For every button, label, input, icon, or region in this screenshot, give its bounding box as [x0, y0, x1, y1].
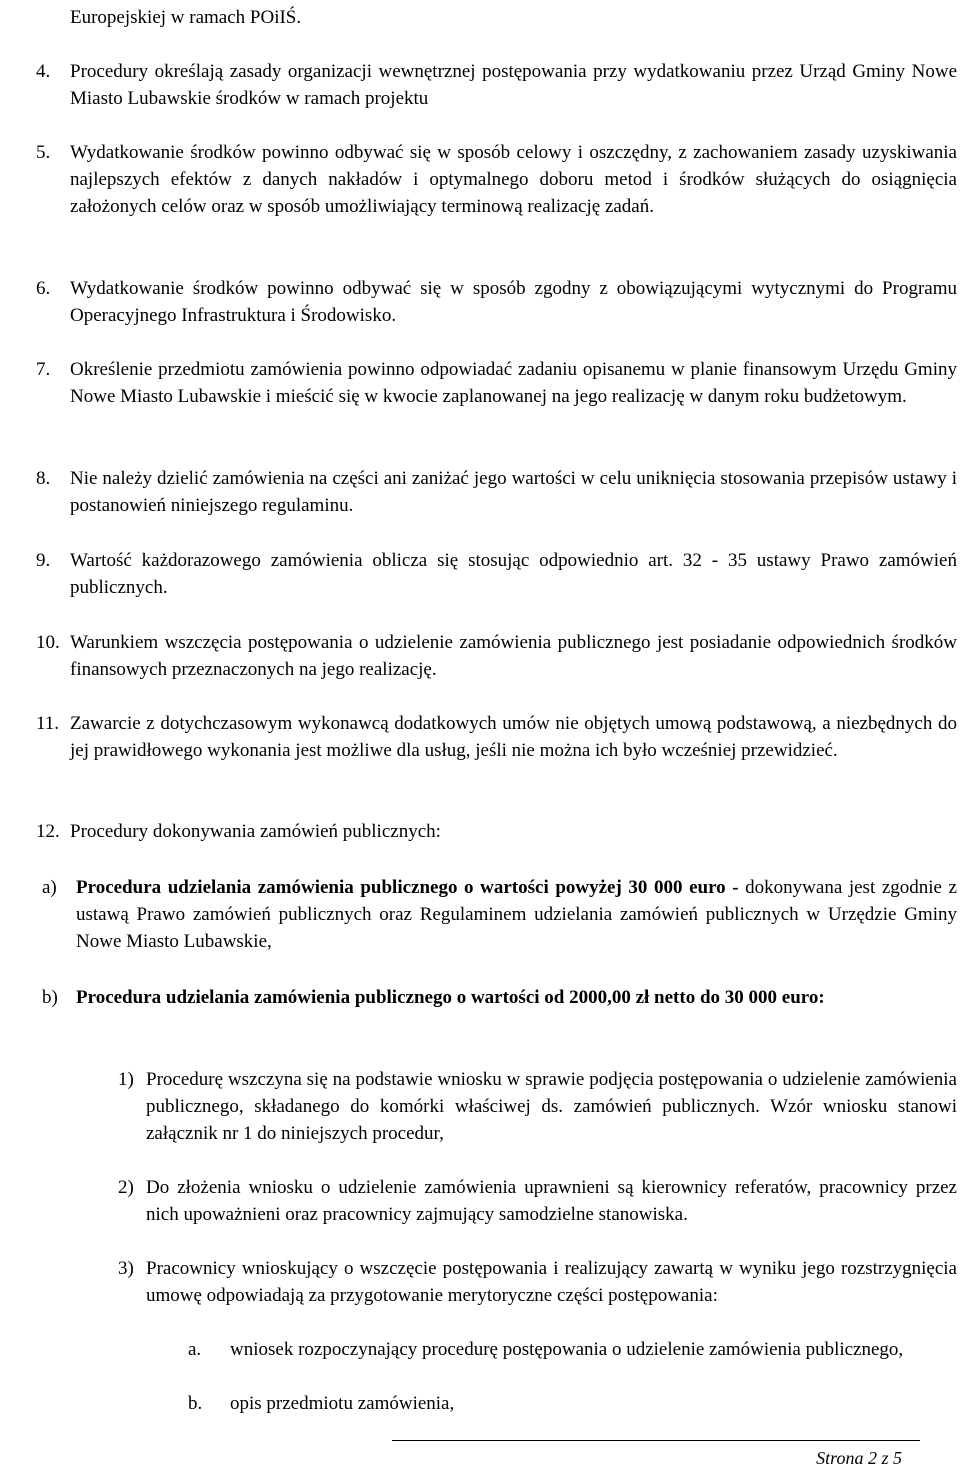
step-text: Pracownicy wnioskujący o wszczęcie postępowania i realizujący zawartą w wyniku jego rozstrzygnięcia umowę odpowiadają za przygotowanie merytoryczne części postępowania: [146, 1258, 957, 1306]
list-item-4 [36, 58, 957, 112]
substep-a [188, 1336, 957, 1363]
procedure-letter: a) [42, 877, 57, 898]
list-item-10 [36, 629, 957, 683]
item-text: Wydatkowanie środków powinno odbywać się w sposób zgodny z obowiązującymi wytycznymi do Programu Operacyjnego Infrastruktura i Środowisko. [70, 278, 957, 326]
item-text: Wartość każdorazowego zamówienia oblicza się stosując odpowiednio art. 32 - 35 ustawy Prawo zamówień publicznych. [70, 550, 957, 598]
item-number: 10. [36, 632, 60, 653]
list-item-5 [36, 139, 957, 220]
item-text: Procedury określają zasady organizacji wewnętrznej postępowania przy wydatkowaniu przez Urząd Gminy Nowe Miasto Lubawskie środków w ramach projektu [70, 61, 957, 109]
item-number: 4. [36, 61, 51, 82]
item-number: 6. [36, 278, 51, 299]
item-number: 11. [36, 713, 60, 734]
procedure-text [76, 984, 957, 1011]
substep-letter: a. [188, 1339, 202, 1360]
item-number: 8. [36, 468, 51, 489]
step-3 [118, 1255, 957, 1309]
step-1 [118, 1066, 957, 1147]
item-text: Określenie przedmiotu zamówienia powinno odpowiadać zadaniu opisanemu w planie finansowym Urzędu Gminy Nowe Miasto Lubawskie i mieścić się w kwocie zaplanowanej na jego realizację w danym roku budżetowym. [70, 359, 957, 407]
procedure-a [42, 874, 957, 955]
step-text: Procedurę wszczyna się na podstawie wniosku w sprawie podjęcia postępowania o udzielenie zamówienia publicznego, składanego do komórki właściwej ds. zamówień publicznych. Wzór wniosku stanowi załącznik nr 1 do niniejszych procedur, [146, 1069, 957, 1144]
continued-text: Europejskiej w ramach POiIŚ. [70, 7, 302, 28]
step-text: Do złożenia wniosku o udzielenie zamówienia uprawnieni są kierownicy referatów, pracownicy przez nich upoważnieni oraz pracownicy zajmujący samodzielne stanowiska. [146, 1177, 957, 1225]
substep-text: wniosek rozpoczynający procedurę postępowania o udzielenie zamówienia publicznego, [230, 1339, 904, 1360]
step-number: 3) [118, 1258, 134, 1279]
procedure-heading: Procedura udzielania zamówienia publicznego o wartości powyżej 30 000 euro - [76, 877, 739, 898]
list-item-11 [36, 710, 957, 764]
procedure-letter: b) [42, 987, 58, 1008]
procedure-text [76, 874, 957, 955]
procedure-description: dokonywana jest zgodnie z ustawą Prawo zamówień publicznych oraz Regulaminem udzielania zamówień publicznych w Urzędzie Gminy Nowe Miasto Lubawskie, [76, 877, 957, 952]
list-item-7 [36, 356, 957, 410]
footer-divider [392, 1440, 920, 1441]
item-text: Zawarcie z dotychczasowym wykonawcą dodatkowych umów nie objętych umową podstawową, a niezbędnych do jej prawidłowego wykonania jest możliwe dla usług, jeśli nie można ich było wcześniej przewidzieć. [70, 713, 957, 761]
step-number: 2) [118, 1177, 134, 1198]
step-2 [118, 1174, 957, 1228]
list-item-8 [36, 465, 957, 519]
item-text: Nie należy dzielić zamówienia na części ani zaniżać jego wartości w celu uniknięcia stosowania przepisów ustawy i postanowień niniejszego regulaminu. [70, 468, 957, 516]
substep-text: opis przedmiotu zamówienia, [230, 1393, 455, 1414]
item-number: 5. [36, 142, 51, 163]
step-number: 1) [118, 1069, 134, 1090]
item-text: Procedury dokonywania zamówień publicznych: [70, 821, 441, 842]
procedure-b [42, 984, 957, 1011]
procedure-heading: Procedura udzielania zamówienia publicznego o wartości od 2000,00 zł netto do 30 000 euro: [76, 987, 825, 1008]
list-item-6 [36, 275, 957, 329]
item-text: Warunkiem wszczęcia postępowania o udzielenie zamówienia publicznego jest posiadanie odpowiednich środków finansowych przeznaczonych na jego realizację. [70, 632, 957, 680]
item-number: 7. [36, 359, 51, 380]
page-number: Strona 2 z 5 [816, 1448, 902, 1468]
item-number: 12. [36, 821, 60, 842]
substep-letter: b. [188, 1393, 203, 1414]
item-number: 9. [36, 550, 51, 571]
item-text: Wydatkowanie środków powinno odbywać się w sposób celowy i oszczędny, z zachowaniem zasady uzyskiwania najlepszych efektów z danych nakładów i optymalnego doboru metod i środków służących do osiągnięcia założonych celów oraz w sposób umożliwiający terminową realizację zadań. [70, 142, 957, 217]
list-item-12 [36, 818, 957, 845]
list-item-9 [36, 547, 957, 601]
substep-b [188, 1390, 957, 1417]
